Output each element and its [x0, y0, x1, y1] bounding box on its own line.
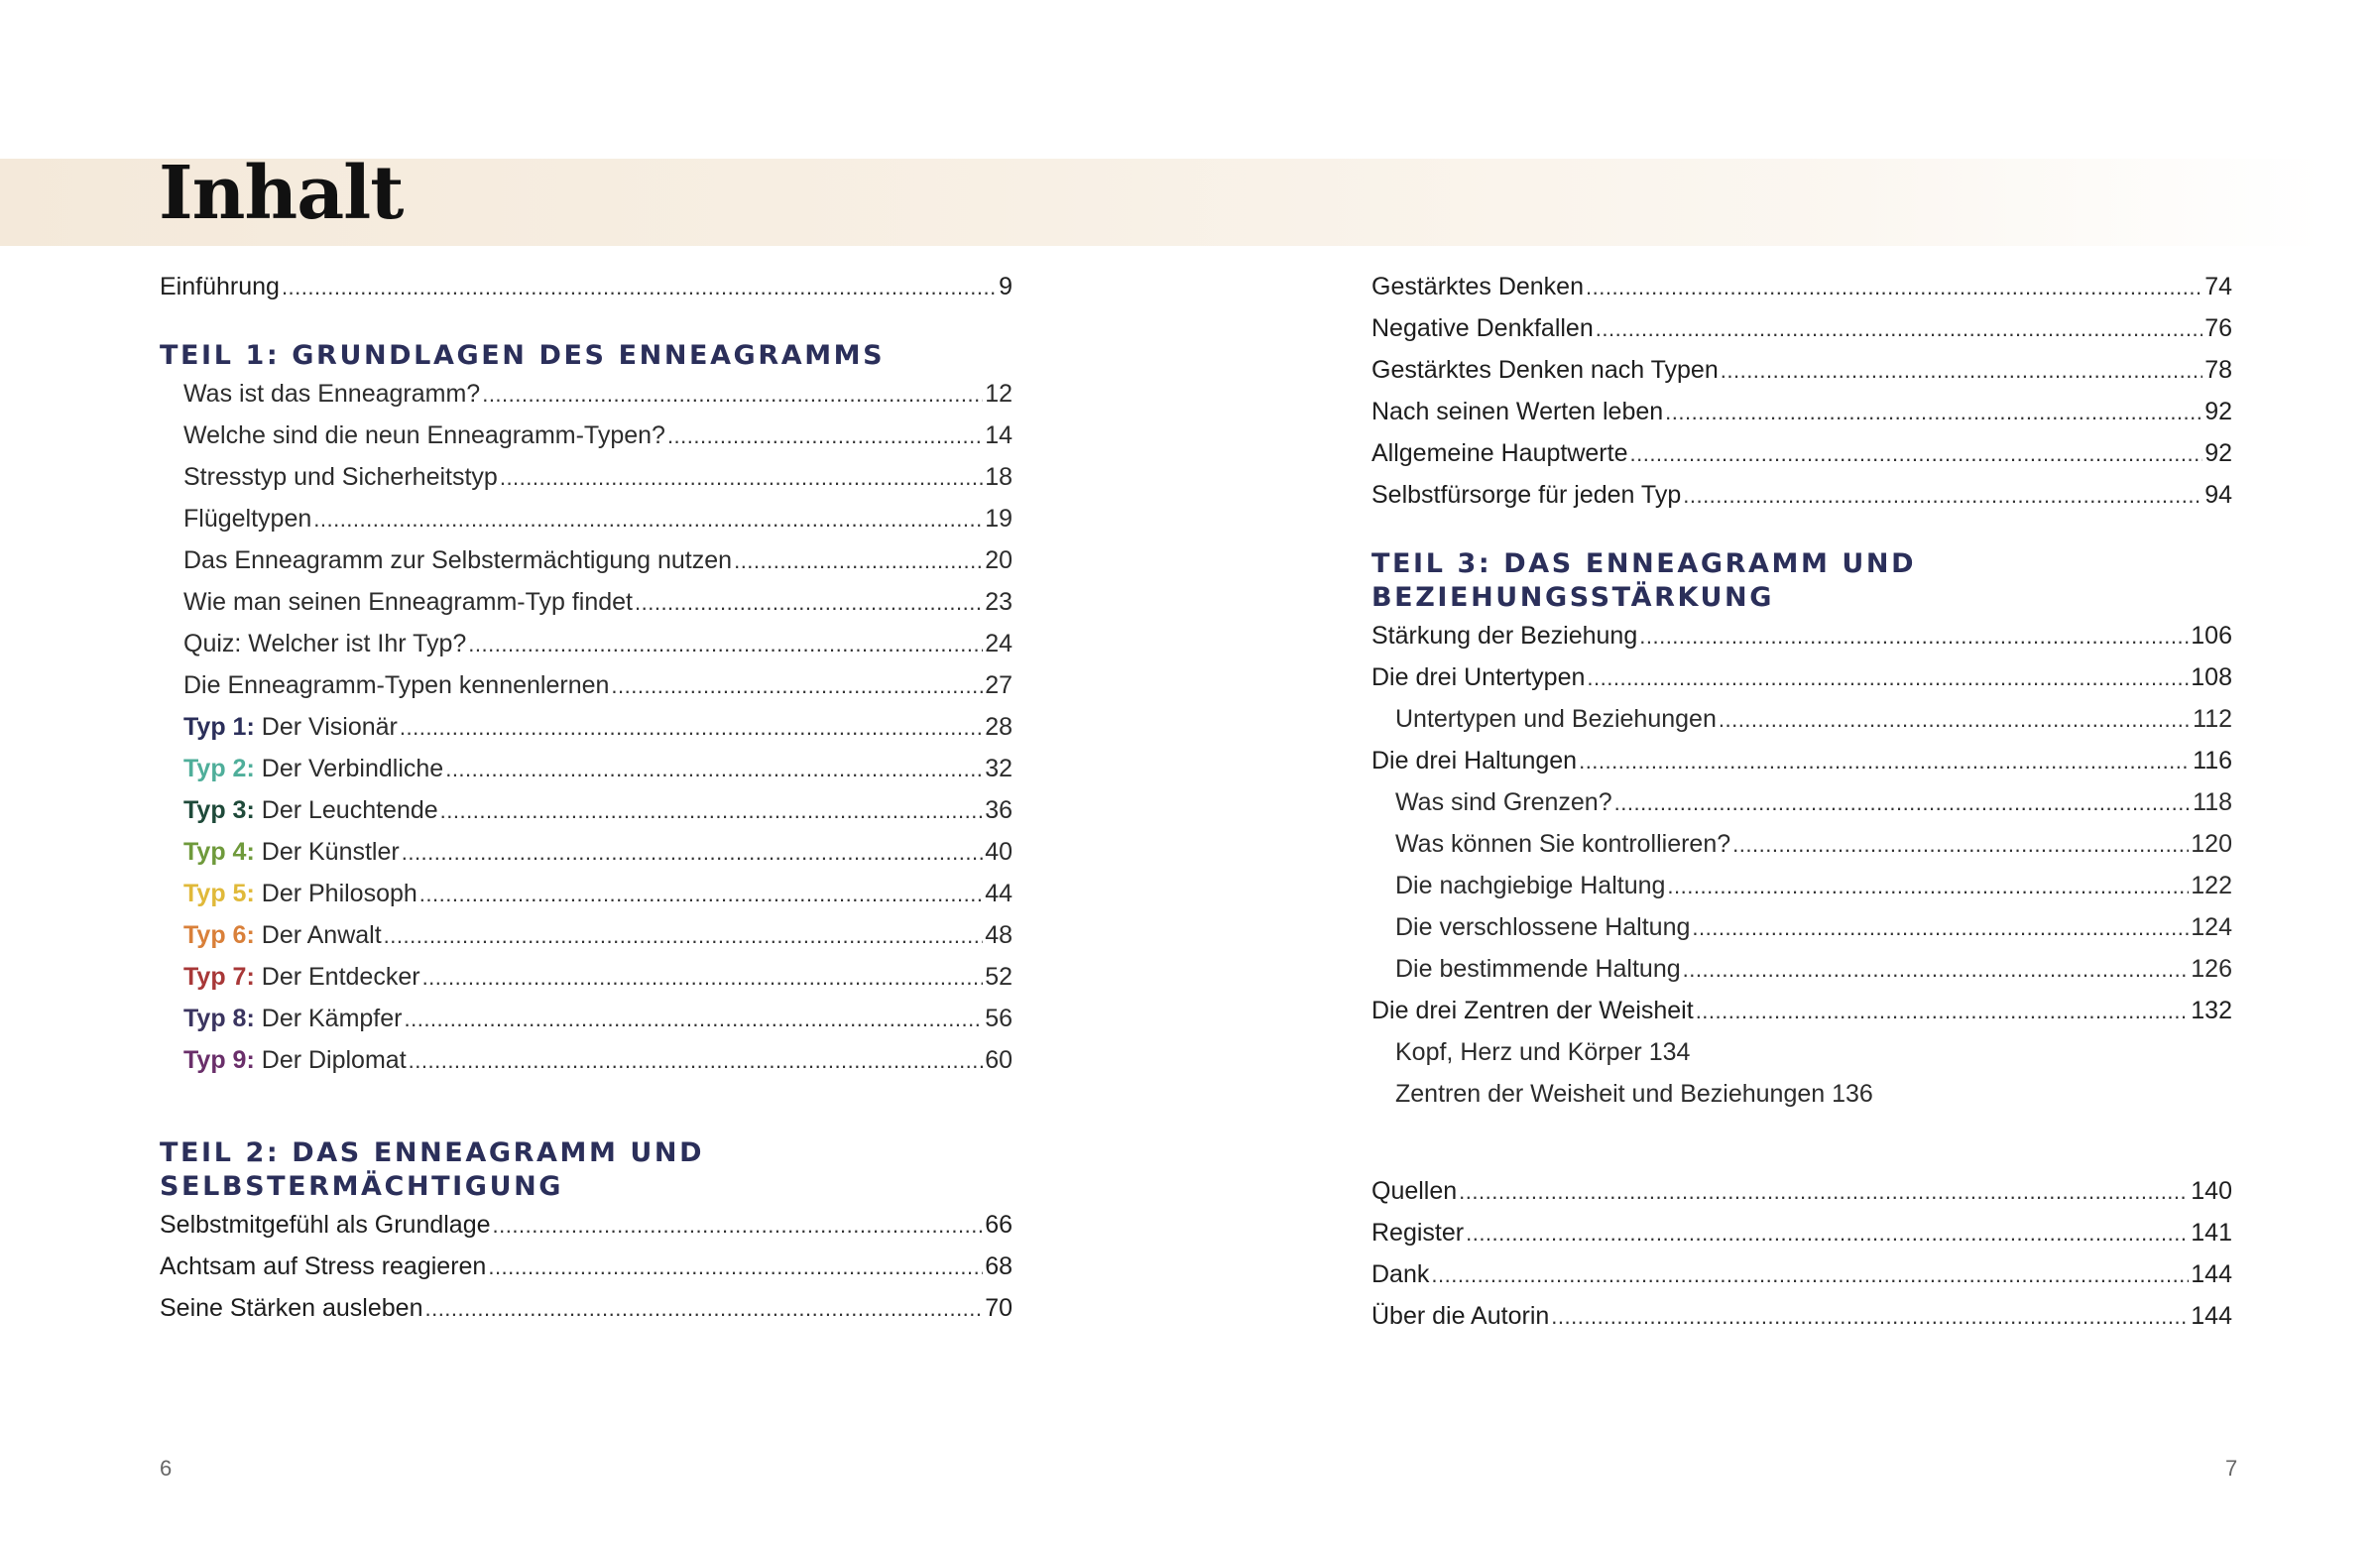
toc-page-number: 141 [2191, 1219, 2232, 1247]
toc-page-number: 124 [2191, 913, 2232, 941]
toc-entry-label [160, 1204, 491, 1246]
toc-list-continued [1371, 266, 2232, 516]
toc-entry-text: Stresstyp und Sicherheitstyp [183, 463, 498, 491]
type-prefix: Typ 1: [183, 713, 255, 741]
dot-leader [1665, 392, 2202, 433]
toc-entry-label [183, 748, 443, 789]
toc-entry-label [1371, 474, 1681, 516]
toc-list-teil2 [160, 1204, 1012, 1329]
toc-list-teil3 [1371, 615, 2232, 1031]
toc-page-number: 92 [2204, 398, 2232, 425]
section-heading-teil2 [160, 1136, 1012, 1204]
toc-page-number: 18 [985, 463, 1012, 491]
toc-entry-text: Welche sind die neun Enneagramm-Typen? [183, 421, 665, 449]
toc-entry[interactable] [1371, 1295, 2232, 1337]
dot-leader [445, 749, 983, 790]
toc-entry-label [1371, 307, 1594, 349]
toc-entry-label [1371, 1212, 1464, 1253]
toc-entry-label [183, 789, 438, 831]
toc-entry[interactable] [1371, 948, 2232, 990]
toc-entry-text: Die nachgiebige Haltung [1395, 872, 1666, 899]
section-heading-line: BEZIEHUNGSSTÄRKUNG [1371, 582, 1774, 613]
toc-entry[interactable] [160, 998, 1012, 1039]
toc-page-number: 60 [985, 1046, 1012, 1074]
toc-page-number: 52 [985, 963, 1012, 991]
toc-entry-label [183, 956, 420, 998]
toc-entry[interactable] [1371, 740, 2232, 781]
toc-entry-label [1395, 948, 1681, 990]
dot-leader [1587, 657, 2189, 699]
toc-entry-text: Die drei Untertypen [1371, 663, 1586, 691]
toc-page-number: 36 [985, 796, 1012, 824]
toc-entry[interactable] [1371, 781, 2232, 823]
toc-entry[interactable] [160, 373, 1012, 415]
toc-page-number: 66 [985, 1211, 1012, 1239]
toc-entry[interactable] [1371, 432, 2232, 474]
toc-entry-text: Quiz: Welcher ist Ihr Typ? [183, 630, 467, 657]
toc-page-number: 56 [985, 1005, 1012, 1032]
toc-entry-label [1371, 349, 1719, 391]
toc-entry-text: Untertypen und Beziehungen [1395, 705, 1717, 733]
toc-entry[interactable] [160, 873, 1012, 914]
dot-leader [488, 1247, 983, 1288]
toc-page-number: 19 [985, 505, 1012, 533]
toc-entry-label [160, 1246, 486, 1287]
dot-leader [1579, 741, 2191, 782]
toc-entry[interactable] [1371, 1253, 2232, 1295]
toc-entry-text: Flügeltypen [183, 505, 312, 533]
toc-page-number: 68 [985, 1252, 1012, 1280]
toc-entry[interactable] [1371, 1212, 2232, 1253]
toc-entry-text: Der Leuchtende [261, 796, 438, 824]
toc-entry[interactable] [160, 498, 1012, 539]
type-prefix: Typ 2: [183, 755, 255, 782]
dot-leader [1667, 866, 2189, 907]
toc-entry-text: Stärkung der Beziehung [1371, 622, 1638, 650]
dot-leader [424, 1288, 983, 1330]
toc-entry-text: Der Kämpfer [261, 1005, 403, 1032]
toc-entry-label [160, 1287, 422, 1329]
toc-page-number: 74 [2204, 273, 2232, 300]
dot-leader [282, 267, 997, 308]
dot-leader [1596, 308, 2202, 350]
toc-page-number: 94 [2204, 481, 2232, 509]
toc-entry[interactable] [1371, 865, 2232, 906]
spacer [160, 1081, 1012, 1136]
spacer [1371, 1115, 2232, 1170]
dot-leader [409, 1040, 984, 1082]
toc-list-back-matter [1371, 1170, 2232, 1337]
type-prefix: Typ 9: [183, 1046, 255, 1074]
toc-page-number: 144 [2191, 1260, 2232, 1288]
dot-leader [402, 832, 983, 874]
dot-leader [313, 499, 983, 540]
toc-page-number: 144 [2191, 1302, 2232, 1330]
toc-page-number: 27 [985, 671, 1012, 699]
toc-entry-text: Nach seinen Werten leben [1371, 398, 1664, 425]
dot-leader [440, 790, 984, 832]
toc-entry[interactable] [160, 748, 1012, 789]
toc-entry-text: Wie man seinen Enneagramm-Typ findet [183, 588, 633, 616]
dot-leader [500, 457, 983, 499]
toc-page-number: 23 [985, 588, 1012, 616]
toc-entry[interactable] [1371, 990, 2232, 1031]
dot-leader [384, 915, 984, 957]
toc-page-number: 120 [2191, 830, 2232, 858]
dot-leader [1692, 907, 2189, 949]
toc-entry-text: Die Enneagramm-Typen kennenlernen [183, 671, 610, 699]
toc-entry-label [1395, 781, 1612, 823]
toc-entry[interactable] [1371, 1170, 2232, 1212]
toc-entry-label [183, 539, 732, 581]
type-prefix: Typ 5: [183, 880, 255, 907]
toc-entry[interactable] [160, 415, 1012, 456]
toc-entry-text: Der Philosoph [261, 880, 417, 907]
toc-page-number: 106 [2191, 622, 2232, 650]
dot-leader [1629, 433, 2202, 475]
dot-leader [1466, 1213, 2189, 1254]
toc-entry-text: Dank [1371, 1260, 1430, 1288]
type-prefix: Typ 7: [183, 963, 255, 991]
toc-entry[interactable] [1371, 698, 2232, 740]
type-prefix: Typ 4: [183, 838, 255, 866]
section-heading-teil3 [1371, 547, 2232, 615]
section-heading-line: SELBSTERMÄCHTIGUNG [160, 1171, 564, 1202]
dot-leader [493, 1205, 984, 1247]
toc-entry-intro[interactable] [160, 266, 1012, 307]
page-number-left: 6 [160, 1456, 173, 1481]
toc-entry[interactable] [160, 623, 1012, 664]
toc-entry-text: Der Entdecker [261, 963, 420, 991]
toc-entry[interactable] [160, 1039, 1012, 1081]
toc-page-number: 28 [985, 713, 1012, 741]
toc-entry-label [183, 498, 311, 539]
toc-entry-text: Was können Sie kontrollieren? [1395, 830, 1731, 858]
toc-entry-text: Über die Autorin [1371, 1302, 1550, 1330]
toc-entry-label [1371, 1253, 1429, 1295]
toc-page-number: 20 [985, 546, 1012, 574]
toc-entry-text: Die drei Zentren der Weisheit [1371, 997, 1694, 1024]
toc-entry[interactable] [160, 581, 1012, 623]
toc-entry-label [183, 873, 417, 914]
toc-page-number: 112 [2193, 705, 2232, 733]
toc-entry-label [183, 664, 609, 706]
dot-leader [611, 665, 983, 707]
toc-entry[interactable]: Kopf, Herz und Körper 134 [1395, 1038, 1691, 1066]
toc-entry-label [183, 415, 665, 456]
toc-entry[interactable] [160, 789, 1012, 831]
toc-entry-text: Die bestimmende Haltung [1395, 955, 1681, 983]
type-prefix: Typ 3: [183, 796, 255, 824]
toc-entry-label [1371, 740, 1577, 781]
toc-entry[interactable] [1371, 266, 2232, 307]
type-prefix: Typ 8: [183, 1005, 255, 1032]
page-number-right: 7 [2225, 1456, 2238, 1481]
dot-leader [1614, 782, 2192, 824]
toc-entry[interactable] [160, 1246, 1012, 1287]
spacer [160, 307, 1012, 339]
toc-entry[interactable] [160, 831, 1012, 873]
dot-leader [635, 582, 983, 624]
page-title: Inhalt [159, 151, 404, 236]
toc-list-teil3-plain [1371, 1031, 2232, 1115]
toc-entry[interactable] [160, 706, 1012, 748]
toc-page-number: 140 [2191, 1177, 2232, 1205]
toc-entry[interactable] [160, 956, 1012, 998]
dot-leader [1683, 475, 2202, 517]
toc-page-number: 76 [2204, 314, 2232, 342]
section-heading-teil1: TEIL 1: GRUNDLAGEN DES ENNEAGRAMMS [160, 340, 886, 371]
toc-page-number: 32 [985, 755, 1012, 782]
toc-entry-text: Gestärktes Denken nach Typen [1371, 356, 1719, 384]
toc-entry-label [183, 373, 480, 415]
dot-leader [734, 540, 983, 582]
toc-page-number: 44 [985, 880, 1012, 907]
dot-leader [1639, 616, 2189, 657]
toc-entry[interactable] [1371, 349, 2232, 391]
toc-entry-text: Seine Stärken ausleben [160, 1294, 423, 1322]
toc-entry-label: Einführung [160, 273, 280, 300]
toc-entry-text: Der Visionär [261, 713, 398, 741]
toc-entry-label [1371, 391, 1663, 432]
toc-entry-label [1371, 1170, 1457, 1212]
toc-page-number: 12 [985, 380, 1012, 408]
dot-leader [1459, 1171, 2189, 1213]
dot-leader [1586, 267, 2202, 308]
toc-entry-label [183, 914, 382, 956]
toc-entry-text: Selbstfürsorge für jeden Typ [1371, 481, 1682, 509]
toc-entry-text: Allgemeine Hauptwerte [1371, 439, 1628, 467]
toc-page-number: 14 [985, 421, 1012, 449]
toc-entry-text: Was ist das Enneagramm? [183, 380, 481, 408]
toc-entry[interactable] [1371, 474, 2232, 516]
toc-entry[interactable] [1371, 307, 2232, 349]
toc-entry-label [1371, 615, 1637, 656]
toc-page-number: 116 [2193, 747, 2232, 774]
toc-entry-label [183, 1039, 407, 1081]
toc-entry-label [1371, 266, 1584, 307]
toc-left-column [160, 266, 1012, 1329]
toc-entry-label [1371, 1295, 1549, 1337]
toc-page-number: 9 [999, 273, 1012, 300]
toc-page-number: 118 [2193, 788, 2232, 816]
dot-leader [1551, 1296, 2189, 1338]
toc-entry-label [183, 456, 498, 498]
toc-entry[interactable] [1371, 656, 2232, 698]
toc-entry-text: Die verschlossene Haltung [1395, 913, 1691, 941]
dot-leader [667, 416, 983, 457]
toc-entry-label [183, 706, 398, 748]
toc-entry-text: Negative Denkfallen [1371, 314, 1594, 342]
toc-entry[interactable] [160, 1287, 1012, 1329]
toc-entry-label [183, 998, 402, 1039]
toc-entry-text: Der Anwalt [261, 921, 382, 949]
toc-list-teil1 [160, 373, 1012, 706]
dot-leader [422, 957, 984, 999]
spacer [1371, 516, 2232, 547]
toc-entry[interactable] [160, 456, 1012, 498]
toc-page-number: 122 [2191, 872, 2232, 899]
toc-entry[interactable] [1371, 906, 2232, 948]
toc-entry-text: Was sind Grenzen? [1395, 788, 1612, 816]
dot-leader [1696, 991, 2190, 1032]
toc-entry-label [1395, 865, 1665, 906]
section-heading-line: TEIL 3: DAS ENNEAGRAMM UND [1371, 548, 1917, 579]
toc-page-number: 78 [2204, 356, 2232, 384]
toc-entry-label [1395, 698, 1717, 740]
toc-entry[interactable] [160, 539, 1012, 581]
toc-entry[interactable] [160, 664, 1012, 706]
toc-page-number: 40 [985, 838, 1012, 866]
toc-entry-text: Das Enneagramm zur Selbstermächtigung nutzen [183, 546, 733, 574]
toc-entry-text: Achtsam auf Stress reagieren [160, 1252, 487, 1280]
toc-entry[interactable] [1371, 823, 2232, 865]
section-heading-line: TEIL 2: DAS ENNEAGRAMM UND [160, 1137, 705, 1168]
toc-entry[interactable] [1371, 391, 2232, 432]
toc-entry[interactable]: Zentren der Weisheit und Beziehungen 136 [1395, 1080, 1873, 1108]
toc-entry-label [183, 581, 633, 623]
toc-entry-text: Der Künstler [261, 838, 400, 866]
dot-leader [482, 374, 983, 416]
toc-entry[interactable] [160, 1204, 1012, 1246]
toc-entry[interactable] [1371, 615, 2232, 656]
toc-entry-text: Selbstmitgefühl als Grundlage [160, 1211, 491, 1239]
toc-page-number: 132 [2191, 997, 2232, 1024]
toc-entry-text: Die drei Haltungen [1371, 747, 1578, 774]
dot-leader [1721, 350, 2202, 392]
toc-entry-text: Quellen [1371, 1177, 1458, 1205]
toc-page-number: 24 [985, 630, 1012, 657]
toc-entry-label [183, 831, 400, 873]
dot-leader [1719, 699, 2191, 741]
toc-entry-label [1395, 823, 1730, 865]
dot-leader [468, 624, 983, 665]
dot-leader [1683, 949, 2190, 991]
toc-list-types [160, 706, 1012, 1081]
toc-page-number: 126 [2191, 955, 2232, 983]
toc-page-number: 70 [985, 1294, 1012, 1322]
toc-page-number: 108 [2191, 663, 2232, 691]
toc-entry-label [183, 623, 466, 664]
dot-leader [419, 874, 983, 915]
type-prefix: Typ 6: [183, 921, 255, 949]
toc-page-number: 48 [985, 921, 1012, 949]
dot-leader [1732, 824, 2189, 866]
toc-entry-text: Gestärktes Denken [1371, 273, 1584, 300]
toc-entry-label [1395, 906, 1690, 948]
toc-entry-text: Der Verbindliche [261, 755, 444, 782]
toc-entry-label [1371, 432, 1627, 474]
toc-entry[interactable] [160, 914, 1012, 956]
toc-entry-label [1371, 990, 1694, 1031]
dot-leader [400, 707, 983, 749]
toc-entry-text: Der Diplomat [261, 1046, 407, 1074]
dot-leader [404, 999, 983, 1040]
toc-entry-label [1371, 656, 1585, 698]
toc-entry-text: Register [1371, 1219, 1465, 1247]
toc-page-number: 92 [2204, 439, 2232, 467]
toc-right-column [1371, 266, 2232, 1337]
dot-leader [1431, 1254, 2189, 1296]
